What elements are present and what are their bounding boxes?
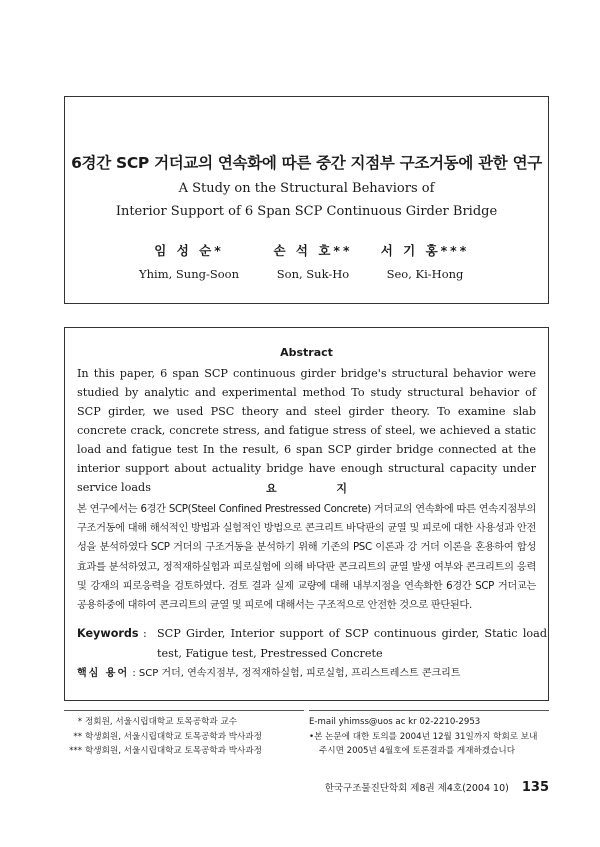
keywords-block (77, 624, 547, 664)
keywords-colon: : (143, 627, 147, 640)
author-footnotes (64, 715, 304, 759)
footnote-divider-right (309, 710, 549, 711)
page-number: 135 (521, 780, 549, 795)
discussion-note-line2: 주시면 2005년 4월호에 토론결과를 게재하겠습니다 (319, 746, 515, 756)
author-name-english: Yhim, Sung-Soon (139, 267, 239, 281)
journal-citation: 한국구조물진단학회 제8권 제4호(2004 10) (324, 783, 509, 794)
footnote-divider-left (64, 710, 304, 711)
keywords-korean-text: SCP 거더, 연속지점부, 정적재하실험, 피로실험, 프리스트레스트 콘크리트 (138, 668, 461, 679)
discussion-note-line1: •본 논문에 대한 토의를 2004년 12월 31일까지 학회로 보내 (309, 731, 538, 742)
paper-title-english-line1: A Study on the Structural Behaviors of (178, 181, 435, 196)
author-name-korean: 서 기 홍*** (380, 243, 470, 258)
abstract-box (64, 327, 549, 701)
page-footer (309, 780, 549, 795)
author-name-english: Son, Suk-Ho (276, 267, 350, 281)
author-3 (355, 241, 495, 281)
keywords-korean-colon: : (132, 668, 139, 679)
korean-abstract-heading: 요 지 (265, 482, 376, 495)
email-line: E-mail yhimss@uos ac kr 02-2210-2953 (309, 717, 481, 727)
keywords-label: Keywords (77, 627, 139, 640)
keywords-korean-block (77, 664, 461, 679)
paper-title-korean: 6경간 SCP 거더교의 연속화에 따른 중간 지점부 구조거동에 관한 연구 (71, 154, 542, 172)
author-name-english: Seo, Ki-Hong (386, 267, 464, 281)
author-1 (119, 241, 259, 281)
contact-footnotes (309, 715, 549, 759)
footnote-item: ** 학생회원, 서울시립대학교 토목공학과 박사과정 (73, 731, 262, 742)
keywords-text: SCP Girder, Interior support of SCP continuous girder, Static load test, Fatigue test, Prestressed Concrete (157, 627, 547, 660)
footnote-item: *** 학생회원, 서울시립대학교 토목공학과 박사과정 (69, 746, 262, 756)
author-name-korean: 손 석 호** (273, 243, 353, 258)
paper-title-english-line2: Interior Support of 6 Span SCP Continuous Girder Bridge (115, 204, 498, 219)
keywords-korean-label: 핵심 용어 (77, 668, 130, 679)
title-box (64, 96, 549, 304)
footnote-item: * 정회원, 서울시립대학교 토목공학과 교수 (77, 717, 238, 727)
abstract-text: In this paper, 6 span SCP continuous girder bridge's structural behavior were studied by analytic and experimental method To study structural behavior of SCP girder, we used PSC theory and steel girder theory. To examine slab concrete crack, concrete stress, and fatigue stress of steel, we achieved a static load and fatigue test In the result, 6 span SCP girder bridge connected at the interior support about actuality bridge have enough structural capacity under service loads (77, 367, 536, 494)
author-name-korean: 임 성 순* (154, 243, 224, 258)
korean-abstract-text: 본 연구에서는 6경간 SCP(Steel Confined Prestressed Concrete) 거더교의 연속화에 따른 연속지점부의 구조거동에 대해 해석적인 방법과 실험적인 방법으로 콘크리트 바닥판의 균열 및 피로에 대한 사용성과 안전성을 분석하였다 SCP 거더의 구조거동을 분석하기 위해 기존의 PSC 이론과 강 거더 이론을 혼용하여 합성효과를 분석하였고, 정적재하실험과 피로실험에 의해 바닥판 콘크리트의 균열 발생 여부와 콘크리트의 응력 및 강재의 피로응력을 검토하였다. 검토 결과 실제 교량에 대해 내부지점을 연속화한 6경간 SCP 거더교는 공용하중에 대하여 콘크리트의 균열 및 피로에 대해서는 구조적으로 안전한 것으로 판단된다. (77, 504, 536, 612)
abstract-heading: Abstract (280, 346, 333, 359)
